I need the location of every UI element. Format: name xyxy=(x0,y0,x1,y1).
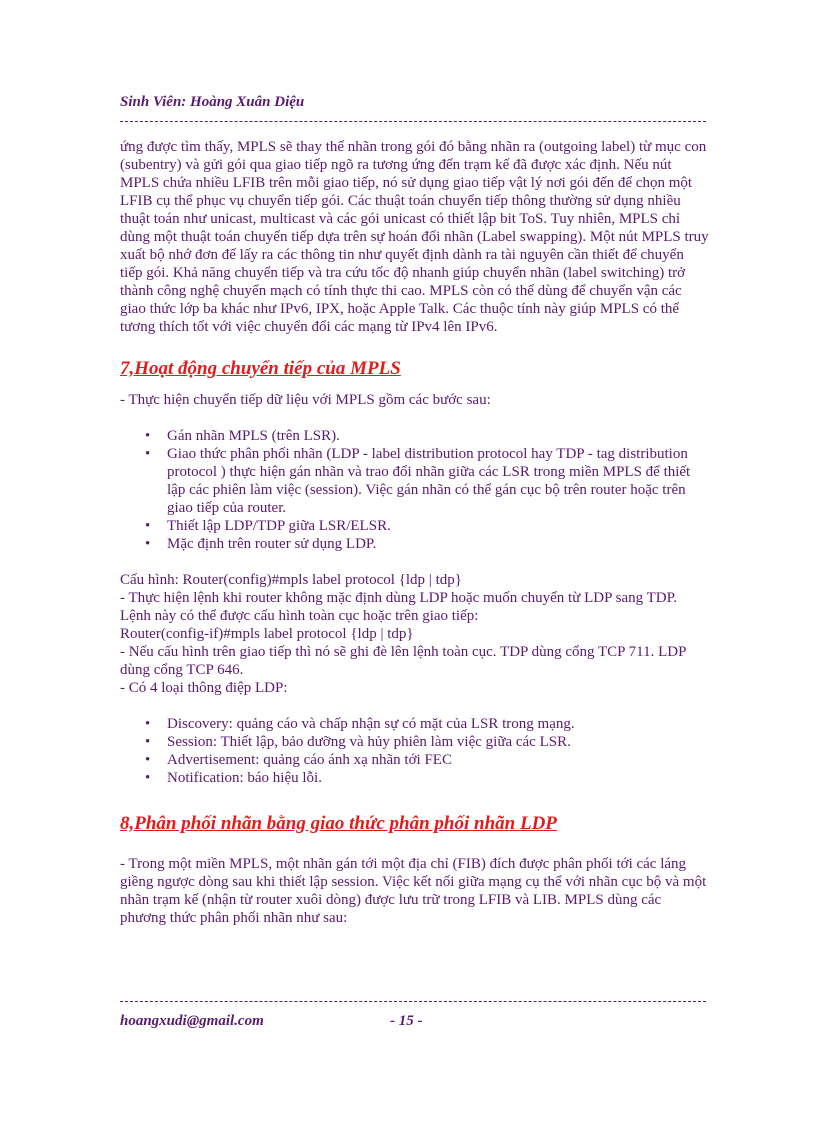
config-line: - Thực hiện lệnh khi router không mặc định dùng LDP hoặc muốn chuyển từ LDP sang TDP. Lệnh này có thể được cấu hình toàn cục hoặc trên giao tiếp: xyxy=(120,590,678,624)
list-item: • Discovery: quảng cáo và chấp nhận sự có mặt của LSR trong mạng. xyxy=(167,715,710,733)
footer-divider xyxy=(120,1001,706,1002)
footer-email: hoangxudi@gmail.com xyxy=(120,1013,264,1029)
header-divider xyxy=(120,121,706,122)
list-item: • Notification: báo hiệu lỗi. xyxy=(167,769,710,787)
page-content xyxy=(120,138,710,927)
intro-paragraph: ứng được tìm thấy, MPLS sẽ thay thế nhãn trong gói đó bằng nhãn ra (outgoing label) từ mục con (subentry) và gửi gói qua giao tiếp ngõ ra tương ứng đến trạm kế đã được xác định. Nếu nút MPLS chứa nhiều LFIB trên mỗi giao tiếp, nó sử dụng giao tiếp vật lý nơi gói đến để chọn một LFIB cụ thể phục vụ chuyển tiếp gói. Các thuật toán chuyển tiếp thông thường sử dụng nhiều thuật toán như unicast, multicast và các gói unicast có thiết lập bit ToS. Tuy nhiên, MPLS chỉ dùng một thuật toán chuyển tiếp dựa trên sự hoán đổi nhãn (Label swapping). Một nút MPLS truy xuất bộ nhớ đơn để lấy ra các thông tin như quyết định dành ra tài nguyên cần thiết để chuyển tiếp gói. Khả năng chuyển tiếp và tra cứu tốc độ nhanh giúp chuyển nhãn (label switching) trở thành công nghệ chuyển mạch có tính thực thi cao. MPLS còn có thể dùng để chuyển vận các giao thức lớp ba khác như IPv6, IPX, hoặc Apple Talk. Các thuộc tính này giúp MPLS có thể tương thích tốt với việc chuyển đổi các mạng từ IPv4 lên IPv6. xyxy=(120,139,709,335)
list-item: • Session: Thiết lập, bảo dưỡng và hủy phiên làm việc giữa các LSR. xyxy=(167,733,710,751)
section7-heading: 7,Hoạt động chuyển tiếp của MPLS xyxy=(120,358,401,379)
header-author: Sinh Viên: Hoàng Xuân Diệu xyxy=(120,94,305,110)
forwarding-steps-list xyxy=(120,427,710,553)
config-line: Router(config-if)#mpls label protocol {ldp | tdp} xyxy=(120,626,414,642)
list-item: • Advertisement: quảng cáo ánh xạ nhãn tới FEC xyxy=(167,751,710,769)
config-line: Cấu hình: Router(config)#mpls label protocol {ldp | tdp} xyxy=(120,572,462,588)
section7-intro: - Thực hiện chuyển tiếp dữ liệu với MPLS gồm các bước sau: xyxy=(120,392,491,408)
list-item: • Giao thức phân phối nhãn (LDP - label distribution protocol hay TDP - tag distribution protocol ) thực hiện gán nhãn và trao đổi nhãn giữa các LSR trong miền MPLS để thiết lập các phiên làm việc (session). Việc gán nhãn có thể gán cục bộ trên router hoặc trên giao tiếp của router. xyxy=(167,445,710,517)
list-item: • Thiết lập LDP/TDP giữa LSR/ELSR. xyxy=(167,517,710,535)
section8-heading: 8,Phân phối nhãn bằng giao thức phân phối nhãn LDP xyxy=(120,813,557,834)
ldp-messages-list xyxy=(120,715,710,787)
list-item: • Gán nhãn MPLS (trên LSR). xyxy=(167,427,710,445)
page-number: - 15 - xyxy=(390,1013,423,1029)
list-item: • Mặc định trên router sử dụng LDP. xyxy=(167,535,710,553)
section8-paragraph: - Trong một miền MPLS, một nhãn gán tới một địa chỉ (FIB) đích được phân phối tới các láng giềng ngược dòng sau khi thiết lập session. Việc kết nối giữa mạng cụ thể với nhãn cục bộ và một nhãn trạm kế (nhận từ router xuôi dòng) được lưu trữ trong LFIB và LIB. MPLS dùng các phương thức phân phối nhãn như sau: xyxy=(120,856,707,926)
config-line: - Có 4 loại thông điệp LDP: xyxy=(120,680,288,696)
config-line: - Nếu cấu hình trên giao tiếp thì nó sẽ ghi đè lên lệnh toàn cục. TDP dùng cổng TCP 711. LDP dùng cổng TCP 646. xyxy=(120,644,686,678)
